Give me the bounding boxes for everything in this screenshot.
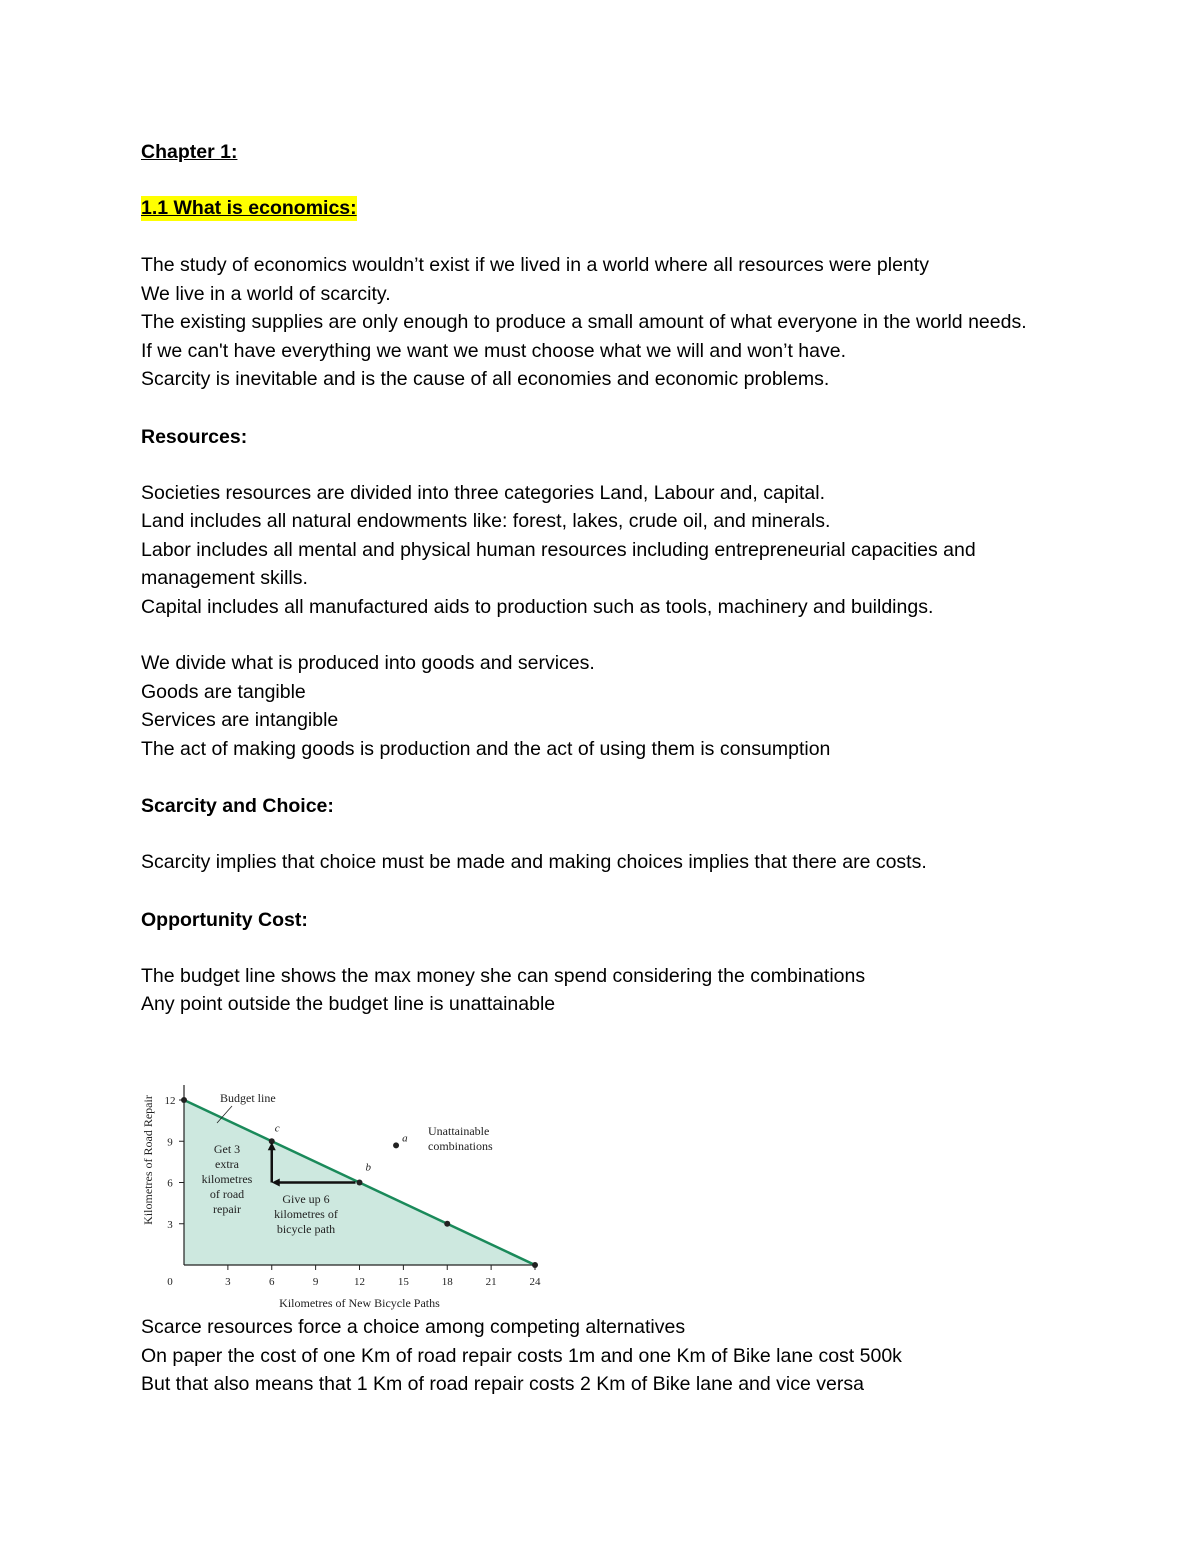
give-label: kilometres of bbox=[274, 1207, 338, 1221]
section-title: 1.1 What is economics: bbox=[141, 197, 357, 219]
scarcity-heading: Scarcity and Choice: bbox=[141, 795, 334, 817]
unattainable-label: combinations bbox=[428, 1139, 493, 1153]
text-line: Scarce resources force a choice among competing alternatives bbox=[141, 1316, 686, 1338]
y-axis-title: Kilometres of Road Repair bbox=[141, 1095, 155, 1225]
intro-paragraph bbox=[141, 251, 1071, 394]
data-point bbox=[393, 1142, 399, 1148]
get-label: kilometres bbox=[201, 1172, 253, 1186]
y-tick-label: 9 bbox=[167, 1136, 173, 1149]
text-line: Services are intangible bbox=[141, 709, 339, 731]
give-label: Give up 6 bbox=[282, 1192, 330, 1206]
x-axis-title: Kilometres of New Bicycle Paths bbox=[279, 1296, 440, 1310]
get-label: repair bbox=[213, 1202, 241, 1216]
data-point bbox=[181, 1097, 187, 1103]
text-line: On paper the cost of one Km of road repair costs 1m and one Km of Bike lane cost 500k bbox=[141, 1344, 902, 1367]
y-tick-label: 6 bbox=[167, 1177, 173, 1190]
text-line: If we can't have everything we want we must choose what we will and won’t have. bbox=[141, 339, 846, 362]
x-tick-label: 6 bbox=[269, 1276, 275, 1288]
text-line: The act of making goods is production and the act of using them is consumption bbox=[141, 737, 831, 760]
text-line: Societies resources are divided into three categories Land, Labour and, capital. bbox=[141, 481, 826, 504]
text-line: We divide what is produced into goods and services. bbox=[141, 652, 595, 674]
text-line: Any point outside the budget line is unattainable bbox=[141, 993, 556, 1015]
x-tick-label: 9 bbox=[312, 1276, 319, 1288]
budget-line-chart bbox=[140, 1075, 550, 1315]
text-line: We live in a world of scarcity. bbox=[141, 282, 391, 305]
unattainable-label: Unattainable bbox=[428, 1124, 490, 1138]
get-label: Get 3 bbox=[213, 1142, 241, 1156]
after-chart-paragraph bbox=[141, 1313, 1071, 1399]
chart-svg bbox=[140, 1075, 550, 1315]
x-tick-label: 3 bbox=[225, 1276, 231, 1288]
x-tick-label: 15 bbox=[397, 1276, 409, 1288]
data-point bbox=[357, 1180, 363, 1186]
get-label: extra bbox=[215, 1157, 239, 1171]
series-label: Budget line bbox=[220, 1091, 276, 1105]
text-line: Capital includes all manufactured aids to production such as tools, machinery and buildings. bbox=[141, 595, 934, 618]
point-label: c bbox=[274, 1122, 280, 1135]
data-point bbox=[444, 1221, 450, 1227]
resources-heading: Resources: bbox=[141, 425, 248, 448]
y-tick-label: 3 bbox=[167, 1218, 173, 1231]
text-line: Land includes all natural endowments like: forest, lakes, crude oil, and minerals. bbox=[141, 510, 831, 532]
data-point bbox=[532, 1262, 538, 1268]
y-tick-label: 12 bbox=[164, 1095, 176, 1107]
x-tick-label: 0 bbox=[167, 1276, 173, 1288]
opportunity-heading: Opportunity Cost: bbox=[141, 908, 308, 931]
text-line: The budget line shows the max money she can spend considering the combinations bbox=[141, 964, 866, 987]
point-label: a bbox=[402, 1132, 408, 1145]
text-line: But that also means that 1 Km of road repair costs 2 Km of Bike lane and vice versa bbox=[141, 1373, 864, 1395]
point-label: b bbox=[365, 1161, 371, 1174]
get-label: of road bbox=[209, 1187, 245, 1201]
x-tick-label: 18 bbox=[441, 1276, 453, 1288]
text-line: The existing supplies are only enough to produce a small amount of what everyone in the world needs. bbox=[141, 311, 1027, 333]
give-label: bicycle path bbox=[276, 1222, 336, 1236]
x-tick-label: 12 bbox=[354, 1276, 365, 1288]
x-tick-label: 21 bbox=[485, 1276, 497, 1288]
text-line: The study of economics wouldn’t exist if we lived in a world where all resources were plenty bbox=[141, 254, 929, 276]
x-tick-label: 24 bbox=[529, 1276, 541, 1288]
goods-paragraph bbox=[141, 649, 1071, 763]
chapter-title: Chapter 1: bbox=[141, 141, 238, 163]
document-page bbox=[141, 138, 1071, 1019]
resources-paragraph bbox=[141, 479, 1071, 622]
text-line: Scarcity is inevitable and is the cause of all economies and economic problems. bbox=[141, 368, 830, 390]
text-line: Scarcity implies that choice must be made and making choices implies that there are costs. bbox=[141, 851, 927, 873]
text-line: Labor includes all mental and physical human resources including entrepreneurial capacities and management skills. bbox=[141, 538, 976, 589]
text-line: Goods are tangible bbox=[141, 680, 306, 703]
